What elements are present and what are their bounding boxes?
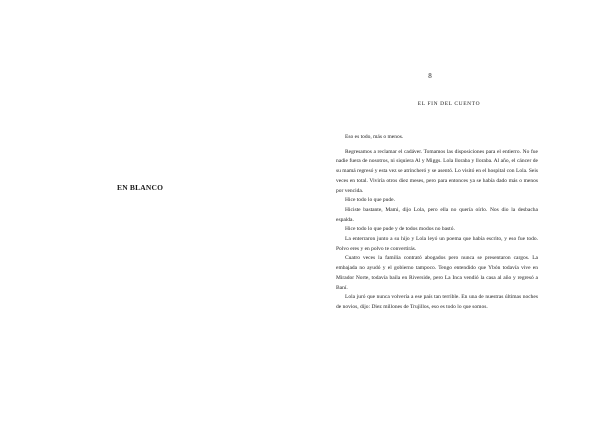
paragraph: Regresamos a reclamar el cadáver. Tomamos las disposiciones para el entierro. No fue nadie fuera de nosotros, ni siquiera Al y Miggs. Lola lloraba y lloraba. Al año, el cáncer de su mamá regresó y esta vez se atrincheró y se asentó. Lo visitó en el hospital con Lola. Seis veces en total. Viviría otros diez meses, pero para entonces ya se había dado más o menos por vencida. (336, 148, 538, 194)
chapter-title: EL FIN DEL CUENTO (417, 101, 481, 107)
blank-page-label: EN BLANCO (117, 183, 164, 192)
paragraph: Hice todo lo que pude y de todos modos no bastó. (345, 226, 455, 233)
paragraph: Lola juró que nunca volvería a ese país tan terrible. En una de nuestras últimas noches de novios, dijo: Diez millones de Trujillos, eso es todo lo que somos. (336, 294, 538, 310)
paragraph: Hiciste bastante, Mami, dijo Lola, pero ella no quería oírlo. Nos dio la desbacha espalda. (336, 206, 538, 223)
paragraph: Hice todo lo que pude. (345, 197, 395, 204)
right-page (300, 0, 600, 425)
paragraph: Eso es todo, más o menos. (345, 134, 404, 140)
paragraph: La enterraron junto a su hijo y Lola leyó un poema que había escrito, y eso fue todo. Polvo eres y en polvo te convertirás. (336, 236, 538, 252)
paragraph: Cuatro veces la familia contrató abogados pero nunca se presentaron cargos. La embajada no ayudó y el gobierno tampoco. Tengo entendido que Ybón todavía vive en Mirador Norte, todavía baila en Riverside, pero La Inca vendió la casa al año y regresó a Baní. (336, 255, 538, 291)
body-text (336, 128, 538, 313)
page-number: 8 (428, 72, 432, 80)
